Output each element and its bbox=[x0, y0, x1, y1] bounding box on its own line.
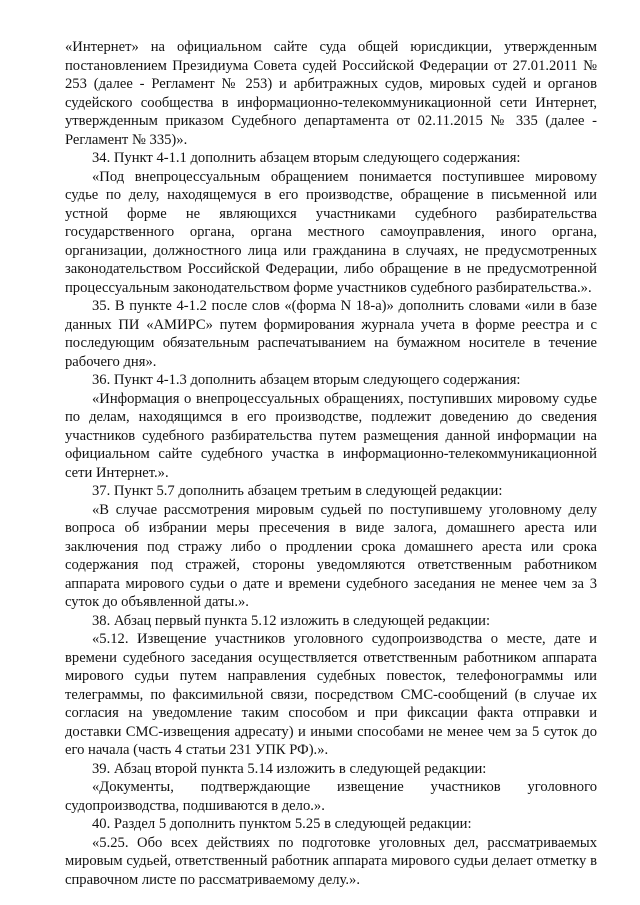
paragraph-item-38: 38. Абзац первый пункта 5.12 изложить в следующей редакции: bbox=[92, 612, 491, 629]
paragraph-regulation-reference: «Интернет» на официальном сайте суда общей юрисдикции, утвержденным постановлением Президиума Совета судей Российской Федерации от 27.01.2011 № 253 (далее - Регламент № 253) и арбитражных судов, мировых судей и органов судейского сообщества в информационно-телекоммуникационной сети Интернет, утвержденным приказом Судебного департамента от 02.11.2015 № 335 (далее - Регламент № 335)». bbox=[65, 39, 597, 148]
paragraph-item-40-text: «5.25. Обо всех действиях по подготовке уголовных дел, рассматриваемых мировым судьей, ответственный работник аппарата мирового судьи делает отметку в справочном листе по рассматриваемому делу.». bbox=[65, 834, 597, 888]
document-page bbox=[65, 38, 597, 889]
paragraph-item-34: 34. Пункт 4-1.1 дополнить абзацем вторым следующего содержания: bbox=[92, 150, 521, 166]
paragraph-item-39-text: «Документы, подтверждающие извещение участников уголовного судопроизводства, подшиваются в дело.». bbox=[65, 779, 597, 814]
paragraph-item-37-text: «В случае рассмотрения мировым судьей по поступившему уголовному делу вопроса об избрании меры пресечения в виде залога, домашнего ареста или заключения под стражу либо о продлении срока домашнего ареста или срока содержания под стражей, стороны уведомляются ответственным работником аппарата мирового судьи о дате и времени судебного заседания не менее чем за 3 суток до объявленной даты.». bbox=[65, 501, 597, 610]
paragraph-item-38-text: «5.12. Извещение участников уголовного судопроизводства о месте, дате и времени судебного заседания осуществляется ответственным работником аппарата мирового судьи путем направления судебных повесток, телефонограммы или телеграммы, по факсимильной связи, посредством СМС-сообщений (в случае их согласия на уведомление таким способом и при фиксации факта отправки и доставки СМС-извещения адресату) и иными способами не менее чем за 5 суток до его начала (часть 4 статьи 231 УПК РФ).». bbox=[65, 631, 597, 758]
paragraph-item-36: 36. Пункт 4-1.3 дополнить абзацем вторым следующего содержания: bbox=[92, 372, 521, 388]
paragraph-item-39: 39. Абзац второй пункта 5.14 изложить в следующей редакции: bbox=[92, 760, 487, 777]
paragraph-item-37: 37. Пункт 5.7 дополнить абзацем третьим в следующей редакции: bbox=[92, 483, 503, 499]
paragraph-item-40: 40. Раздел 5 дополнить пунктом 5.25 в следующей редакции: bbox=[92, 816, 472, 832]
paragraph-item-36-text: «Информация о внепроцессуальных обращениях, поступивших мировому судье по делам, находящимся в его производстве, подлежит доведению до сведения участников судебного разбирательства путем размещения данной информации на официальном сайте судебного участка в информационно-телекоммуникационной сети Интернет.». bbox=[65, 390, 597, 481]
paragraph-item-35: 35. В пункте 4-1.2 после слов «(форма N 18-а)» дополнить словами «или в базе данных ПИ «АМИРС» путем формирования журнала учета в форме реестра и с последующим обязательным распечатыванием на бумажном носителе в течение рабочего дня». bbox=[65, 298, 597, 370]
paragraph-item-34-text: «Под внепроцессуальным обращением понимается поступившее мировому судье по делу, находящемуся в его производстве, обращение в письменной или устной форме не являющихся участниками судебного разбирательства государственного органа, органа местного самоуправления, иного органа, организации, должностного лица или гражданина в случаях, не предусмотренных законодательством Российской Федерации, либо обращение в не предусмотренной процессуальным законодательством форме участников судебного разбирательства.». bbox=[65, 168, 597, 296]
